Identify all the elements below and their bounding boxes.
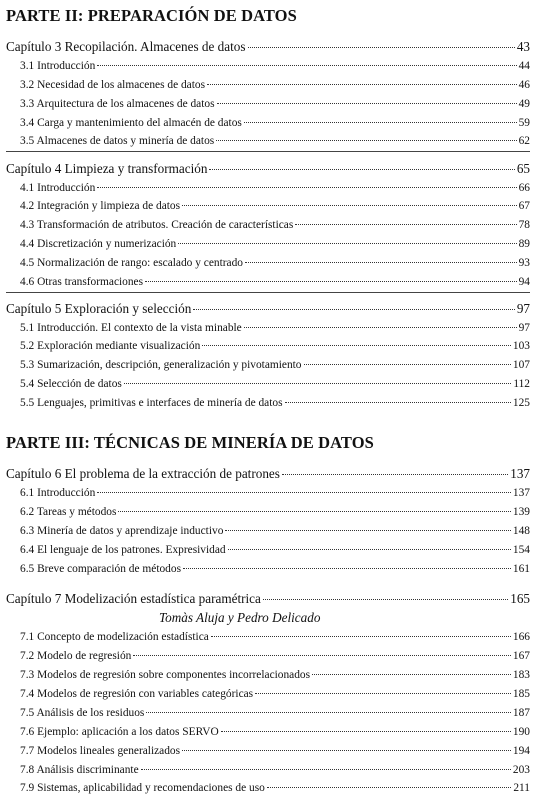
page-number: 66 <box>518 182 530 194</box>
page-number: 166 <box>512 631 530 643</box>
section-entry <box>20 183 530 194</box>
section-title: 7.4 Modelos de regresión con variables categóricas <box>20 688 254 700</box>
section-entry <box>20 564 530 575</box>
section-entry <box>20 708 530 719</box>
section-title: 4.4 Discretización y numerización <box>20 238 177 250</box>
separator <box>6 151 530 152</box>
section-title: 7.3 Modelos de regresión sobre componentes incorrelacionados <box>20 669 311 681</box>
section-entry <box>20 670 530 681</box>
section-entry <box>20 360 530 371</box>
section-entry <box>20 258 530 269</box>
chapter-title: Capítulo 3 Recopilación. Almacenes de datos <box>6 39 246 54</box>
part-title: PARTE III: TÉCNICAS DE MINERÍA DE DATOS <box>6 433 374 452</box>
section-entry <box>20 239 530 250</box>
page-number: 62 <box>518 135 530 147</box>
part-title: PARTE II: PREPARACIÓN DE DATOS <box>6 6 297 25</box>
section-entry <box>20 379 530 390</box>
page-number: 137 <box>510 466 530 481</box>
page-number: 125 <box>512 397 530 409</box>
section-entry <box>20 507 530 518</box>
section-entry <box>20 136 530 147</box>
page-number: 165 <box>510 591 530 606</box>
section-title: 5.3 Sumarización, descripción, generalización y pivotamiento <box>20 359 302 371</box>
page-number: 94 <box>518 276 530 288</box>
page-number: 161 <box>512 563 530 575</box>
section-title: 7.6 Ejemplo: aplicación a los datos SERVO <box>20 726 219 738</box>
page-number: 148 <box>512 525 530 537</box>
section-title: 4.6 Otras transformaciones <box>20 276 144 288</box>
chapter-entry <box>6 592 530 605</box>
section-title: 4.1 Introducción <box>20 182 96 194</box>
section-title: 5.5 Lenguajes, primitivas e interfaces de minería de datos <box>20 397 283 409</box>
page-number: 97 <box>518 322 530 334</box>
chapter-authors: Tomàs Aluja y Pedro Delicado <box>159 610 321 625</box>
page-number: 43 <box>516 39 530 54</box>
section-entry <box>20 220 530 231</box>
page-number: 44 <box>518 60 530 72</box>
section-title: 3.2 Necesidad de los almacenes de datos <box>20 79 206 91</box>
page-number: 49 <box>518 98 530 110</box>
page-number: 203 <box>512 764 530 776</box>
page-number: 137 <box>512 487 530 499</box>
page-number: 154 <box>512 544 530 556</box>
section-entry <box>20 80 530 91</box>
section-title: 3.1 Introducción <box>20 60 96 72</box>
page-number: 78 <box>518 219 530 231</box>
chapter-title: Capítulo 7 Modelización estadística paramétrica <box>6 591 261 606</box>
section-title: 3.4 Carga y mantenimiento del almacén de datos <box>20 117 242 129</box>
section-entry <box>20 201 530 212</box>
section-title: 4.5 Normalización de rango: escalado y centrado <box>20 257 243 269</box>
page-number: 93 <box>518 257 530 269</box>
page-number: 59 <box>518 117 530 129</box>
section-title: 3.3 Arquitectura de los almacenes de datos <box>20 98 215 110</box>
section-title: 7.9 Sistemas, aplicabilidad y recomendaciones de uso <box>20 782 265 794</box>
page-number: 67 <box>518 200 530 212</box>
chapter-entry <box>6 467 530 480</box>
section-title: 7.7 Modelos lineales generalizados <box>20 745 181 757</box>
separator <box>6 292 530 293</box>
page-number: 97 <box>516 301 530 316</box>
page-number: 183 <box>512 669 530 681</box>
section-title: 7.2 Modelo de regresión <box>20 650 132 662</box>
section-entry <box>20 746 530 757</box>
page-number: 89 <box>518 238 530 250</box>
section-entry <box>20 632 530 643</box>
section-entry <box>20 398 530 409</box>
section-entry <box>20 545 530 556</box>
section-entry <box>20 783 530 794</box>
page-number: 187 <box>512 707 530 719</box>
section-title: 6.4 El lenguaje de los patrones. Expresividad <box>20 544 226 556</box>
page-number: 46 <box>518 79 530 91</box>
section-entry <box>20 526 530 537</box>
section-title: 6.5 Breve comparación de métodos <box>20 563 181 575</box>
section-title: 3.5 Almacenes de datos y minería de datos <box>20 135 215 147</box>
section-title: 6.2 Tareas y métodos <box>20 506 117 518</box>
section-title: 7.1 Concepto de modelización estadística <box>20 631 209 643</box>
chapter-title: Capítulo 4 Limpieza y transformación <box>6 161 208 176</box>
section-title: 6.3 Minería de datos y aprendizaje inductivo <box>20 525 224 537</box>
section-entry <box>20 118 530 129</box>
page-number: 107 <box>512 359 530 371</box>
page-number: 65 <box>516 161 530 176</box>
section-entry <box>20 689 530 700</box>
section-title: 4.3 Transformación de atributos. Creación de características <box>20 219 294 231</box>
section-entry <box>20 277 530 288</box>
section-entry <box>20 323 530 334</box>
section-title: 5.4 Selección de datos <box>20 378 122 390</box>
section-entry <box>20 488 530 499</box>
page-number: 211 <box>513 782 530 794</box>
page-number: 185 <box>512 688 530 700</box>
chapter-entry <box>6 302 530 315</box>
section-title: 6.1 Introducción <box>20 487 96 499</box>
page-number: 139 <box>512 506 530 518</box>
chapter-entry <box>6 162 530 175</box>
page-number: 112 <box>513 378 530 390</box>
section-title: 7.5 Análisis de los residuos <box>20 707 145 719</box>
section-entry <box>20 765 530 776</box>
page-number: 167 <box>512 650 530 662</box>
chapter-title: Capítulo 6 El problema de la extracción de patrones <box>6 466 280 481</box>
section-title: 5.1 Introducción. El contexto de la vista minable <box>20 322 242 334</box>
page-number: 194 <box>512 745 530 757</box>
section-title: 5.2 Exploración mediante visualización <box>20 340 201 352</box>
section-entry <box>20 341 530 352</box>
chapter-title: Capítulo 5 Exploración y selección <box>6 301 192 316</box>
chapter-entry <box>6 40 530 53</box>
section-title: 7.8 Análisis discriminante <box>20 764 139 776</box>
section-entry <box>20 61 530 72</box>
page-number: 103 <box>512 340 530 352</box>
section-title: 4.2 Integración y limpieza de datos <box>20 200 181 212</box>
page-number: 190 <box>512 726 530 738</box>
section-entry <box>20 727 530 738</box>
section-entry <box>20 651 530 662</box>
section-entry <box>20 99 530 110</box>
